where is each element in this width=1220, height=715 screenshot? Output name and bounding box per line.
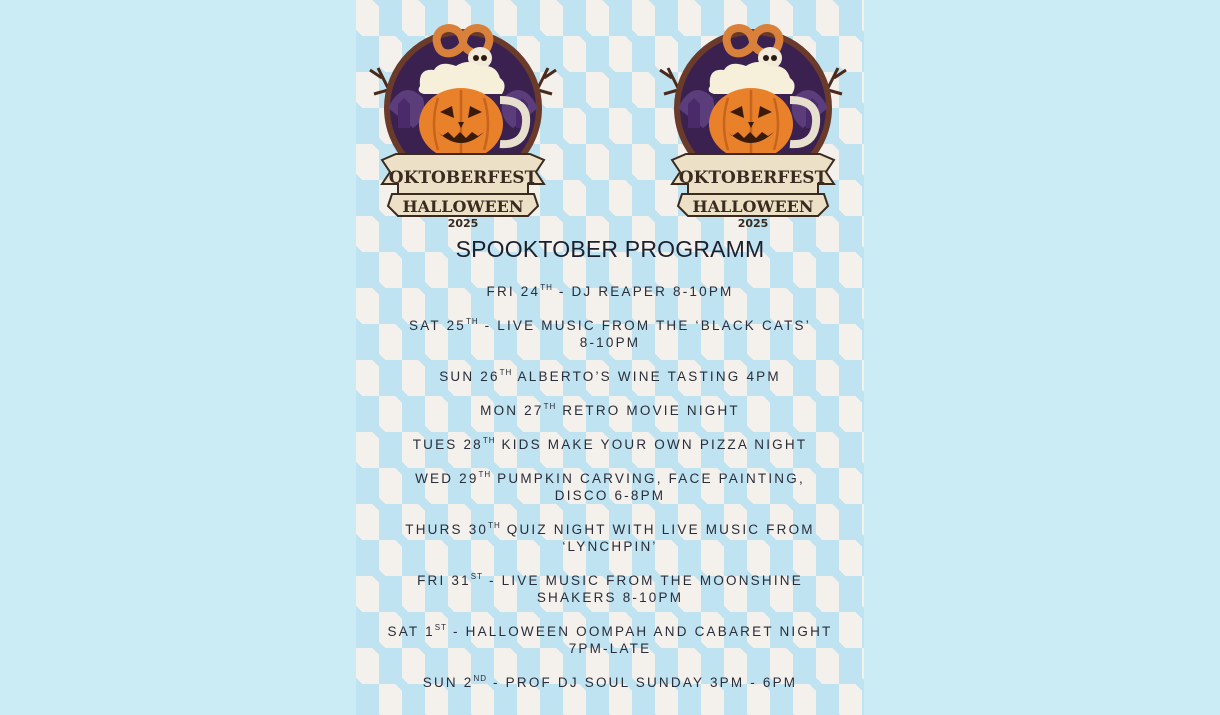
programme-title: SPOOKTOBER PROGRAMM (455, 236, 765, 262)
event-day: FRI 24 (486, 284, 541, 299)
event-item (366, 674, 854, 691)
event-day: SAT 25 (409, 318, 466, 333)
event-item (366, 317, 854, 351)
event-item (366, 368, 854, 385)
event-day-suffix: TH (478, 470, 492, 479)
banner-bottom-text: HALLOWEEN (402, 197, 524, 216)
event-description: ALBERTO’S WINE TASTING 4PM (512, 369, 781, 384)
event-day: FRI 31 (417, 573, 471, 588)
event-item (366, 521, 854, 555)
event-description: RETRO MOVIE NIGHT (556, 403, 740, 418)
banner-bottom-text: HALLOWEEN (692, 197, 814, 216)
event-description: - DJ REAPER 8-10PM (552, 284, 734, 299)
event-day-suffix: TH (540, 283, 553, 292)
event-poster (356, 0, 864, 715)
event-item (366, 572, 854, 606)
event-description: - PROF DJ SOUL SUNDAY 3PM - 6PM (487, 675, 798, 690)
event-day: SAT 1 (387, 624, 435, 639)
event-description: KIDS MAKE YOUR OWN PIZZA NIGHT (495, 437, 808, 452)
event-description-line2: DISCO 6-8PM (554, 488, 666, 503)
banner-top-text: OKTOBERFEST (388, 168, 538, 188)
logo-artwork (368, 8, 558, 230)
event-day: SUN 2 (422, 675, 474, 690)
event-day-suffix: TH (543, 402, 557, 411)
event-day: WED 29 (415, 471, 479, 486)
event-item (366, 402, 854, 419)
event-description: PUMPKIN CARVING, FACE PAINTING, (491, 471, 805, 486)
event-item (366, 283, 854, 300)
event-description: - LIVE MUSIC FROM THE ‘BLACK CATS’ (478, 318, 811, 333)
event-day-suffix: ST (470, 572, 484, 581)
event-description: - LIVE MUSIC FROM THE MOONSHINE (483, 573, 803, 588)
event-item (366, 470, 854, 504)
event-description: QUIZ NIGHT WITH LIVE MUSIC FROM (500, 522, 815, 537)
badge-year: 2025 (447, 217, 479, 230)
event-description-line2: 7PM-LATE (568, 641, 652, 656)
event-day: MON 27 (480, 403, 544, 418)
banner-top-text: OKTOBERFEST (678, 168, 828, 188)
event-description-line2: SHAKERS 8-10PM (536, 590, 684, 605)
event-day-suffix: ST (434, 623, 448, 632)
badge-year: 2025 (737, 217, 769, 230)
event-day-suffix: TH (482, 436, 496, 445)
event-day: SUN 26 (439, 369, 500, 384)
event-day-suffix: TH (488, 521, 501, 530)
event-day: TUES 28 (412, 437, 483, 452)
event-day: THURS 30 (405, 522, 489, 537)
oktoberfest-halloween-logo (368, 8, 558, 230)
event-day-suffix: TH (466, 317, 479, 326)
event-item (366, 623, 854, 657)
event-description-line2: ‘LYNCHPIN’ (562, 539, 658, 554)
logo-artwork (658, 8, 848, 230)
oktoberfest-halloween-logo (658, 8, 848, 230)
event-description-line2: 8-10PM (579, 335, 641, 350)
event-day-suffix: TH (499, 368, 513, 377)
event-day-suffix: ND (473, 674, 488, 683)
event-item (366, 436, 854, 453)
event-description: - HALLOWEEN OOMPAH AND CABARET NIGHT (447, 624, 833, 639)
